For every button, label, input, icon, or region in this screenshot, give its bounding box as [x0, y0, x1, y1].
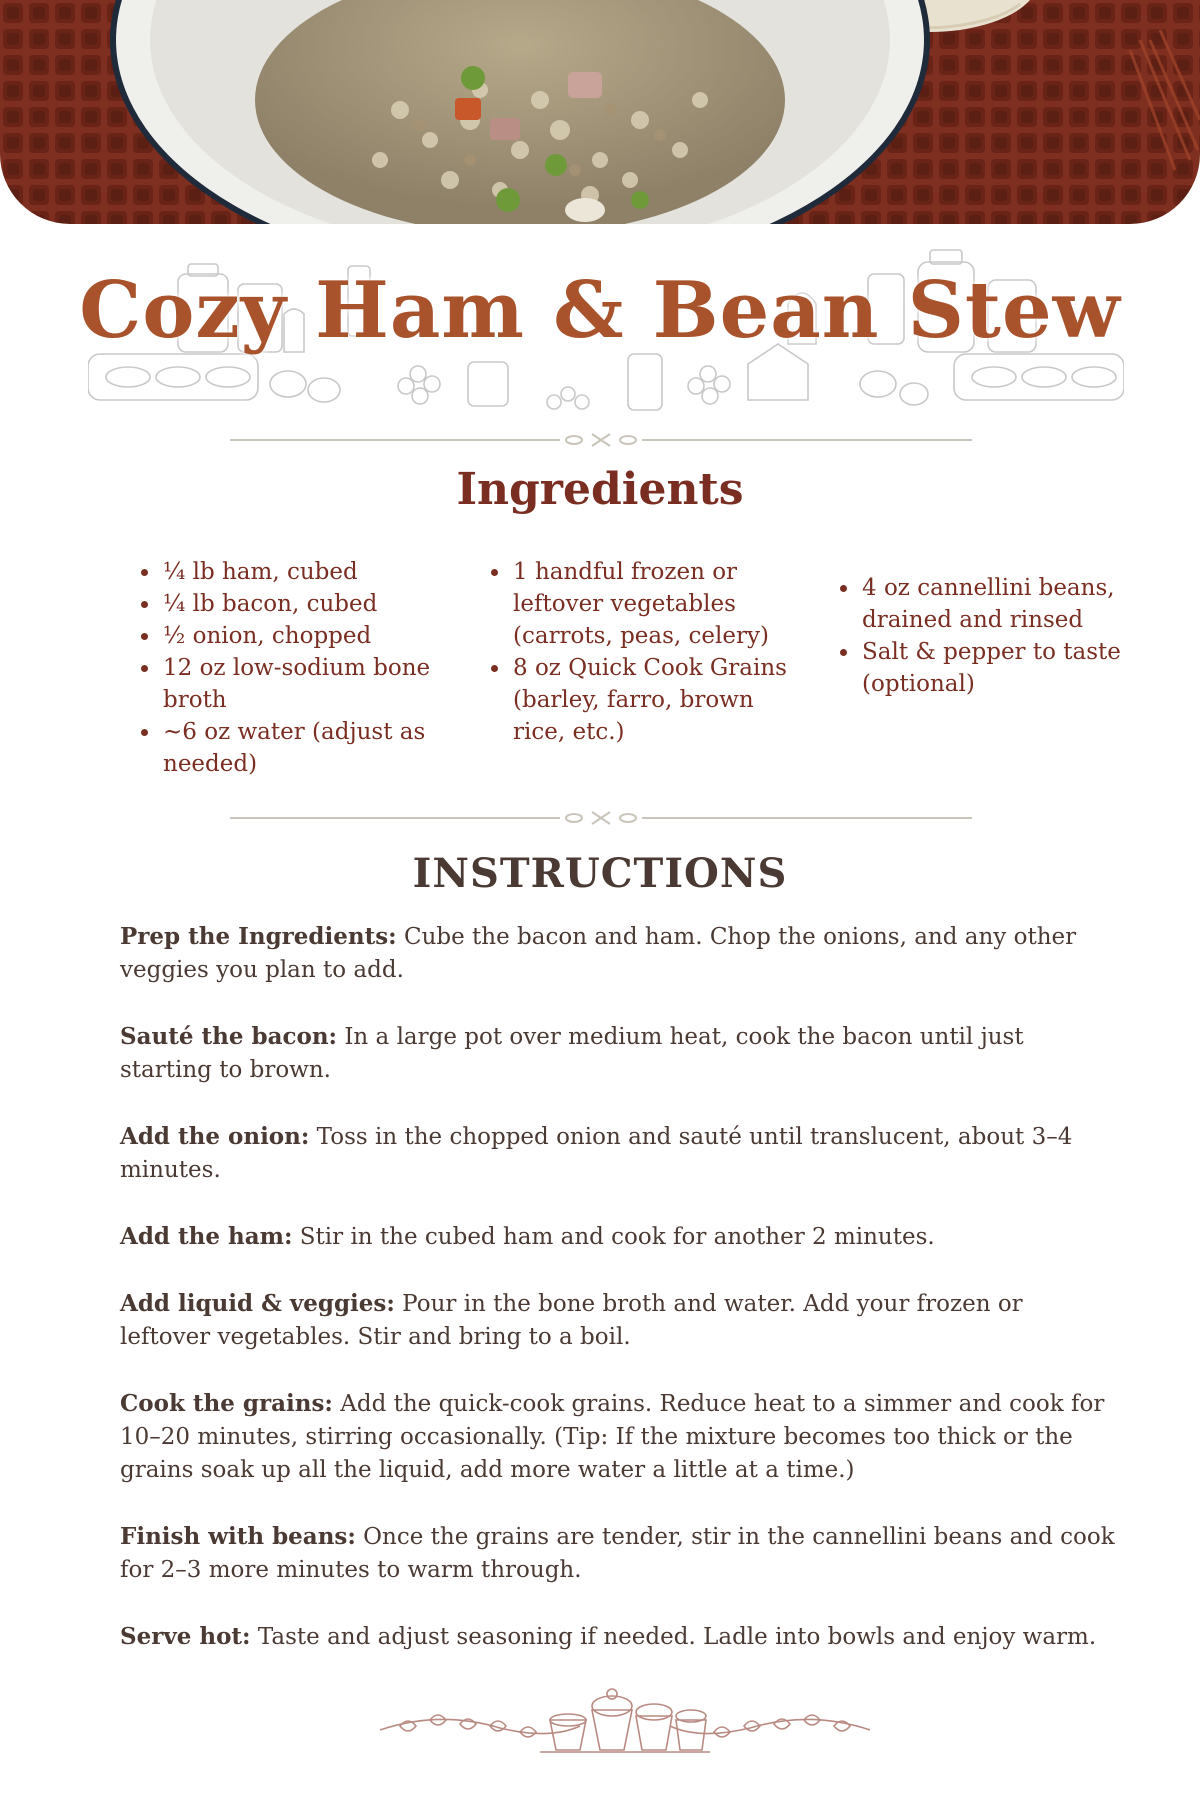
step-label: Sauté the bacon:	[120, 1023, 338, 1050]
ingredient-item: • ~6 oz water (adjust as needed)	[161, 716, 471, 780]
instruction-step	[120, 1287, 1120, 1354]
ingredients-heading: Ingredients	[456, 464, 744, 515]
step-text: Pour in the bone broth and water. Add your frozen or leftover vegetables. Stir and bring to a boil.	[120, 1291, 1023, 1350]
step-label: Finish with beans:	[120, 1523, 356, 1550]
step-text: Toss in the chopped onion and sauté until translucent, about 3–4 minutes.	[120, 1124, 1073, 1183]
ingredient-item: • 4 oz cannellini beans, drained and rinsed	[860, 572, 1160, 636]
stew-bowl-photo	[0, 0, 1200, 224]
ingredient-item: • 12 oz low-sodium bone broth	[161, 652, 471, 716]
ornamental-divider	[230, 810, 972, 826]
instruction-step	[120, 1220, 1120, 1254]
step-text: Cube the bacon and ham. Chop the onions, and any other veggies you plan to add.	[120, 924, 1077, 983]
step-text: Add the quick-cook grains. Reduce heat to a simmer and cook for 10–20 minutes, stirring occasionally. (Tip: If the mixture becomes too thick or the grains soak up all the liquid, add more water a little at a time.)	[120, 1391, 1105, 1483]
ingredients-column-1	[133, 556, 471, 780]
step-text: Stir in the cubed ham and cook for another 2 minutes.	[292, 1224, 935, 1250]
step-text: Once the grains are tender, stir in the cannellini beans and cook for 2–3 more minutes to warm through.	[120, 1524, 1115, 1583]
ingredient-item: • ½ onion, chopped	[161, 620, 471, 652]
ingredient-item: • ¼ lb ham, cubed	[161, 556, 471, 588]
step-label: Add the ham:	[120, 1223, 293, 1250]
ingredient-item: • Salt & pepper to taste (optional)	[860, 636, 1160, 700]
ingredient-item: • ¼ lb bacon, cubed	[161, 588, 471, 620]
instruction-step	[120, 1120, 1120, 1187]
step-label: Add liquid & veggies:	[120, 1290, 395, 1317]
instructions-heading: INSTRUCTIONS	[412, 850, 788, 897]
ingredients-column-2	[483, 556, 811, 748]
instruction-step	[120, 1520, 1120, 1587]
dessert-floral-ornament	[380, 1680, 870, 1764]
recipe-title: Cozy Ham & Bean Stew	[79, 265, 1121, 356]
step-label: Serve hot:	[120, 1623, 251, 1650]
instruction-step	[120, 1387, 1120, 1487]
ingredients-column-3	[832, 572, 1160, 700]
instruction-step	[120, 1620, 1120, 1654]
instruction-step	[120, 920, 1120, 987]
instruction-step	[120, 1020, 1120, 1087]
step-label: Cook the grains:	[120, 1390, 333, 1417]
ingredient-item: • 1 handful frozen or leftover vegetables (carrots, peas, celery)	[511, 556, 811, 652]
ingredient-item: • 8 oz Quick Cook Grains (barley, farro, brown rice, etc.)	[511, 652, 811, 748]
step-label: Add the onion:	[120, 1123, 310, 1150]
ornamental-divider	[230, 432, 972, 448]
step-text: Taste and adjust seasoning if needed. Ladle into bowls and enjoy warm.	[250, 1624, 1097, 1650]
step-label: Prep the Ingredients:	[120, 923, 397, 950]
step-text: In a large pot over medium heat, cook the bacon until just starting to brown.	[120, 1024, 1024, 1083]
